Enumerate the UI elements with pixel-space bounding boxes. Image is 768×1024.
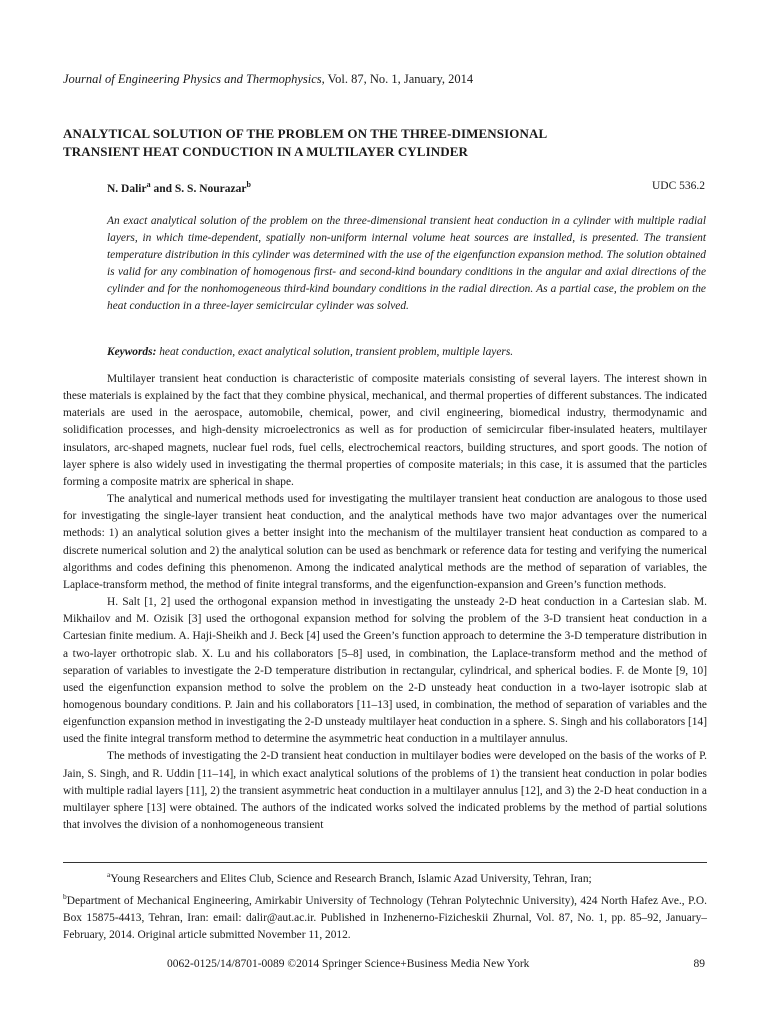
journal-issue: Vol. 87, No. 1, January, 2014 [324, 72, 474, 86]
footnote-b-mark: b [63, 891, 67, 901]
abstract: An exact analytical solution of the problem on the three-dimensional transient heat conduction in a cylinder with multiple radial layers, in which time-dependent, spatially non-uniform internal volume heat sources are installed, is presented. The transient temperature distribution in this cylinder was determined with the use of the eigenfunction expansion method. The solution obtained is valid for any combination of homogenous first- and second-kind boundary conditions in the angular and axial directions of the cylinder and for the nonhomogeneous third-kind boundary conditions in the radial direction. As a partial case, the problem on the heat conduction in a three-layer semicircular cylinder was solved. [107, 215, 706, 312]
author-2-affiliation-mark: b [246, 180, 251, 189]
copyright-line: 0062-0125/14/8701-0089 ©2014 Springer Science+Business Media New York [167, 958, 530, 970]
footnote-a-text: Young Researchers and Elites Club, Science and Research Branch, Islamic Azad University, Tehran, Iran; [110, 872, 592, 885]
article-title-line-1: ANALYTICAL SOLUTION OF THE PROBLEM ON THE THREE-DIMENSIONAL [63, 126, 548, 141]
body-paragraph-3: H. Salt [1, 2] used the orthogonal expansion method in investigating the unsteady 2-D heat conduction in a Cartesian slab. M. Mikhailov and M. Ozisik [3] used the orthogonal expansion method for solving the problem of the 3-D transient heat conduction in a Cartesian finite medium. A. Haji-Sheikh and J. Beck [4] used the Green’s function approach to determine the 3-D temperature distribution in a two-layer orthotropic slab. X. Lu and his collaborators [5–8] used, in combination, the Laplace-transform method and the method of separation of variables to investigate the 2-D temperature distribution in rectangular, cylindrical, and spherical bodies. F. de Monte [9, 10] used the eigenfunction expansion method to solve the problem on the 2-D unsteady heat conduction in a two-layer isotropic slab at homogenous boundary conditions. P. Jain and his collaborators [11–13] used, in combination, the method of separation of variables and the eigenfunction expansion method in investigating the 2-D unsteady multilayer heat conduction in a sphere. S. Singh and his collaborators [14] used the finite integral transform method to determine the asymmetric heat conduction in a multilayer annulus. [63, 596, 707, 746]
author-1-affiliation-mark: a [146, 180, 151, 189]
keywords-label: Keywords: [107, 346, 157, 358]
body-text [63, 371, 707, 834]
footnote-a-mark: a [107, 870, 111, 879]
footnote-b [63, 888, 707, 944]
journal-name: Journal of Engineering Physics and Thermophysics, [63, 72, 325, 86]
body-paragraph-2: The analytical and numerical methods used for investigating the multilayer transient heat conduction are analogous to those used for investigating the single-layer transient heat conduction, and the analytical methods have two major advantages over the numerical methods: 1) an analytical solution gives a better insight into the mechanism of the multilayer transient heat conduction as compared to a discrete numerical solution and 2) the analytical solution can be used as benchmark or reference data for testing and verifying the numerical algorithms and codes defining this phenomenon. Among the indicated analytical methods are the method of separation of variables, the Laplace-transform method, the method of finite integral transforms, and the eigenfunction-expansion and Green’s function methods. [63, 493, 707, 591]
article-title-line-2: TRANSIENT HEAT CONDUCTION IN A MULTILAYER CYLINDER [63, 144, 468, 159]
udc-code: UDC 536.2 [651, 180, 705, 192]
footnote-a [63, 866, 707, 888]
body-paragraph-1: Multilayer transient heat conduction is characteristic of composite materials consisting of several layers. The interest shown in these materials is explained by the fact that they combine physical, mechanical, and thermal properties of different substances. The indicated materials are used in the aerospace, automobile, chemical, power, and civil engineering, biomedical industry, thermodynamic and solidification processes, and high-density microelectronics as well as for production of semicircular fiber-insulated heaters, multilayer insulators, arc-shaped magnets, nuclear fuel rods, fuel cells, electrochemical reactors, building structures, and sport goods. The notion of layer sphere is also widely used in investigating the thermal properties of composite materials; in this case, it is assumed that the particles forming a composite matrix are spherical in shape. [63, 373, 707, 488]
body-paragraph-4: The methods of investigating the 2-D transient heat conduction in multilayer bodies were developed on the basis of the works of P. Jain, S. Singh, and R. Uddin [11–14], in which exact analytical solutions of the problems of 1) the transient heat conduction in polar bodies with multiple radial layers [11], 2) the transient asymmetric heat conduction in a multilayer annulus [12], and 3) the 2-D heat conduction in a multilayer sphere [13] were obtained. The authors of the indicated works solved the indicated problems by the method of partial solutions that involves the division of a nonhomogeneous transient [63, 750, 707, 832]
keywords-text: heat conduction, exact analytical solution, transient problem, multiple layers. [156, 346, 514, 358]
author-list [107, 180, 251, 195]
footnote-divider [63, 862, 707, 863]
article-title [63, 125, 713, 161]
author-1: N. Dalir [107, 182, 147, 195]
journal-citation [63, 72, 473, 87]
keywords [107, 346, 706, 358]
author-2: and S. S. Nourazar [150, 182, 247, 195]
footnote-b-text: Department of Mechanical Engineering, Amirkabir University of Technology (Tehran Polytechnic University), 424 North Hafez Ave., P.O. Box 15875-4413, Tehran, Iran: email: dalir@aut.ac.ir. Published in Inzhenerno-Fizicheskii Zhurnal, Vol. 87, No. 1, pp. 85–92, January–February, 2014. Original article submitted November 11, 2012. [63, 894, 707, 941]
page-number: 89 [693, 958, 705, 970]
footnotes [63, 866, 707, 944]
